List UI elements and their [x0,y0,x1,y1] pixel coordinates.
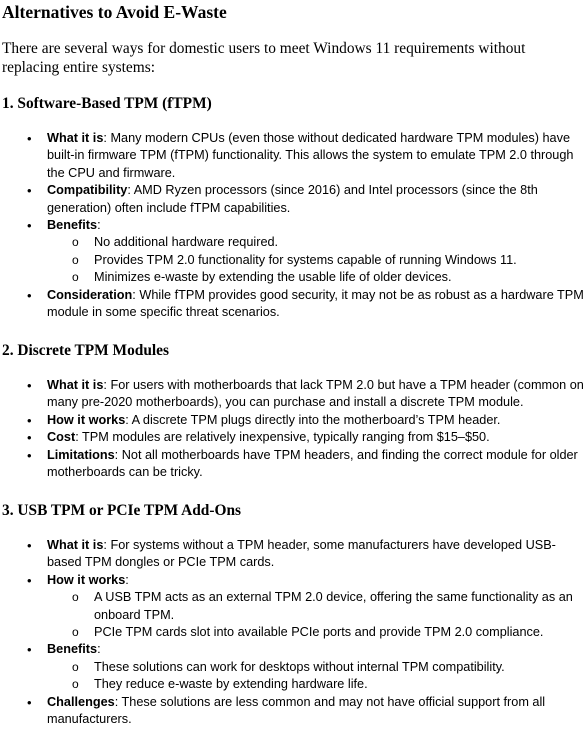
item-text: : For users with motherboards that lack TPM 2.0 but have a TPM header (common on many pre-2020 motherboards), you can purchase and install a discrete TPM module. [47,378,584,410]
section-list-ftpm [0,130,588,321]
item-text: : Not all motherboards have TPM headers, and finding the correct module for older motherboards can be tricky. [47,447,578,480]
item-label: Compatibility [47,183,128,198]
sub-list-item: o Provides TPM 2.0 functionality for systems capable of running Windows 11. [47,252,586,269]
item-text: : For systems without a TPM header, some manufacturers have developed USB-based TPM dongles or PCIe TPM cards. [47,538,556,570]
item-label: What it is [47,538,104,552]
list-item [0,377,588,412]
item-label: Benefits [47,642,98,657]
list-item [0,694,588,729]
item-label: What it is [47,378,104,392]
item-text: : These solutions are less common and may not have official support from all manufacturers. [47,694,546,727]
item-label: How it works [47,412,126,427]
section-list-discrete-tpm [0,377,588,481]
sub-list [47,659,586,694]
section-heading-ftpm: 1. Software-Based TPM (fTPM) [2,95,212,112]
item-text: : AMD Ryzen processors (since 2016) and Intel processors (since the 8th generation) often include fTPM capabilities. [47,183,538,215]
section-heading-discrete-tpm: 2. Discrete TPM Modules [2,342,169,359]
item-label: How it works [47,572,126,587]
item-label: Challenges [47,694,115,709]
item-label: Cost [47,430,76,445]
list-item [0,447,588,482]
item-text: : [125,572,129,587]
sub-list-item: o Minimizes e-waste by extending the usable life of older devices. [47,269,586,286]
item-label: Limitations [47,447,115,462]
item-text: : A discrete TPM plugs directly into the motherboard’s TPM header. [125,412,501,427]
list-item [0,287,588,322]
intro-paragraph: There are several ways for domestic users to meet Windows 11 requirements without replacing entire systems: [2,40,526,76]
item-text: : Many modern CPUs (even those without dedicated hardware TPM modules) have built-in firmware TPM (fTPM) functionality. This allows the system to emulate TPM 2.0 through the CPU and firmware. [47,131,574,180]
item-label: Consideration [47,287,133,302]
list-item [0,429,588,446]
item-text: : [97,218,101,233]
item-label: What it is [47,131,104,145]
section-list-usb-pcie-tpm [0,537,588,728]
sub-list-item: o PCIe TPM cards slot into available PCIe ports and provide TPM 2.0 compliance. [47,624,586,641]
list-item [0,412,588,429]
item-label: Benefits [47,218,98,233]
list-item [0,641,588,693]
list-item [0,572,588,642]
item-text: : TPM modules are relatively inexpensive, typically ranging from $15–$50. [75,430,490,445]
sub-list-item: o A USB TPM acts as an external TPM 2.0 device, offering the same functionality as an onboard TPM. [47,589,586,624]
item-text: : [97,642,101,657]
document-title: Alternatives to Avoid E-Waste [2,2,227,22]
sub-list-item: o They reduce e-waste by extending hardware life. [47,676,586,693]
sub-list [47,234,586,286]
item-text: : While fTPM provides good security, it may not be as robust as a hardware TPM module in some specific threat scenarios. [47,287,584,320]
list-item [0,217,588,287]
sub-list [47,589,586,641]
list-item [0,537,588,572]
sub-list-item: o These solutions can work for desktops without internal TPM compatibility. [47,659,586,676]
list-item [0,130,588,182]
section-heading-usb-pcie-tpm: 3. USB TPM or PCIe TPM Add-Ons [2,502,242,519]
list-item [0,182,588,217]
sub-list-item: o No additional hardware required. [47,234,586,251]
